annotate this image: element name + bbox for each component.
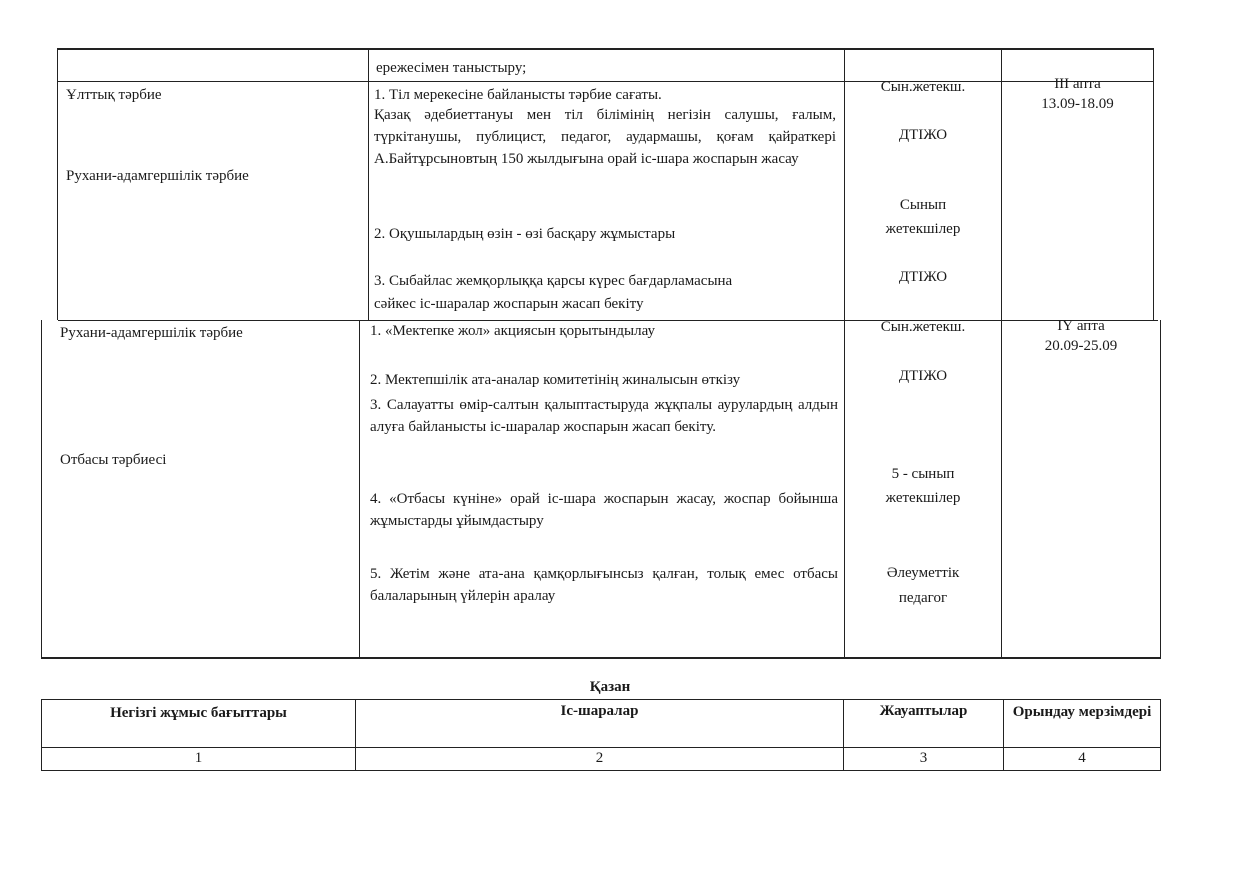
responsible-text: ДТІЖО [898, 127, 948, 143]
column-number: 2 [595, 750, 604, 766]
month-title: Қазан [589, 679, 631, 695]
activity-text: сәйкес іс-шаралар жоспарын жасап бекіту [374, 296, 644, 312]
table-border [57, 48, 58, 320]
activity-text: 4. «Отбасы күніне» орай іс-шара жоспарын жасау, жоспар бойынша жұмыстарды ұйымдастыру [370, 491, 838, 529]
activity-text: 3. Сыбайлас жемқорлыққа қарсы күрес бағдарламасына [374, 273, 733, 289]
table-border [359, 320, 360, 658]
responsible-text: Сын.жетекш. [880, 79, 966, 95]
table-border [41, 770, 1161, 771]
activity-text: 5. Жетім және ата-ана қамқорлығынсыз қалған, толық емес отбасы балаларының үйлерін аралау [370, 566, 838, 604]
table-border [1160, 320, 1161, 658]
deadline-dates: 13.09-18.09 [1041, 96, 1114, 112]
direction-label: Ұлттық тәрбие [66, 87, 162, 103]
table-border [41, 657, 1161, 659]
column-header: Жауаптылар [879, 703, 968, 719]
responsible-text: ДТІЖО [898, 368, 948, 384]
responsible-text: 5 - сынып [891, 466, 955, 482]
responsible-text: Сынып [899, 197, 947, 213]
table-border [1153, 48, 1154, 320]
responsible-text: Сын.жетекш. [880, 319, 966, 335]
responsible-text: жетекшілер [885, 490, 961, 506]
column-number: 4 [1078, 750, 1086, 766]
table-border [368, 48, 369, 320]
table-border [41, 747, 1161, 748]
table-border [1160, 699, 1161, 771]
deadline-week: ІІІ апта [1054, 76, 1101, 92]
column-number: 3 [919, 750, 928, 766]
activity-text: 1. «Мектепке жол» акциясын қорытындылау [370, 323, 656, 339]
responsible-text: ДТІЖО [898, 269, 948, 285]
activity-text: 2. Оқушылардың өзін - өзі басқару жұмыстары [374, 226, 676, 242]
table-border [41, 320, 42, 658]
column-number: 1 [194, 750, 203, 766]
column-header: Негізгі жұмыс бағыттары [110, 705, 287, 721]
responsible-text: Әлеуметтік [886, 565, 960, 581]
deadline-dates: 20.09-25.09 [1044, 338, 1118, 354]
table-border [41, 699, 1161, 700]
column-header: Орындау мерзімдері [1012, 704, 1152, 720]
responsible-text: жетекшілер [885, 221, 961, 237]
activity-text: 1. Тіл мерекесіне байланысты тәрбие сағаты. [374, 87, 662, 103]
direction-label: Рухани-адамгершілік тәрбие [60, 325, 243, 341]
activity-text: 3. Салауатты өмір-салтын қалыптастыруда жұқпалы аурулардың алдын алуға байланысты іс-шаралар жоспарын жасап бекіту. [370, 397, 838, 435]
column-header: Іс-шаралар [560, 703, 639, 719]
table-border [57, 48, 1154, 50]
direction-label: Рухани-адамгершілік тәрбие [66, 168, 249, 184]
direction-label: Отбасы тәрбиесі [60, 452, 167, 468]
activity-text: 2. Мектепшілік ата-аналар комитетінің жиналысын өткізу [370, 372, 741, 388]
responsible-text: педагог [898, 590, 948, 606]
activity-text: Қазақ әдебиеттануы мен тіл білімінің негізін салушы, ғалым, түркітанушы, публицист, педагог, аудармашы, қоғам қайраткері А.Байтұрсыновтың 150 жылдығына орай іс-шара жоспарын жасау [374, 107, 836, 167]
activity-text: ережесімен таныстыру; [376, 60, 527, 76]
deadline-week: ІҮ апта [1057, 318, 1105, 334]
